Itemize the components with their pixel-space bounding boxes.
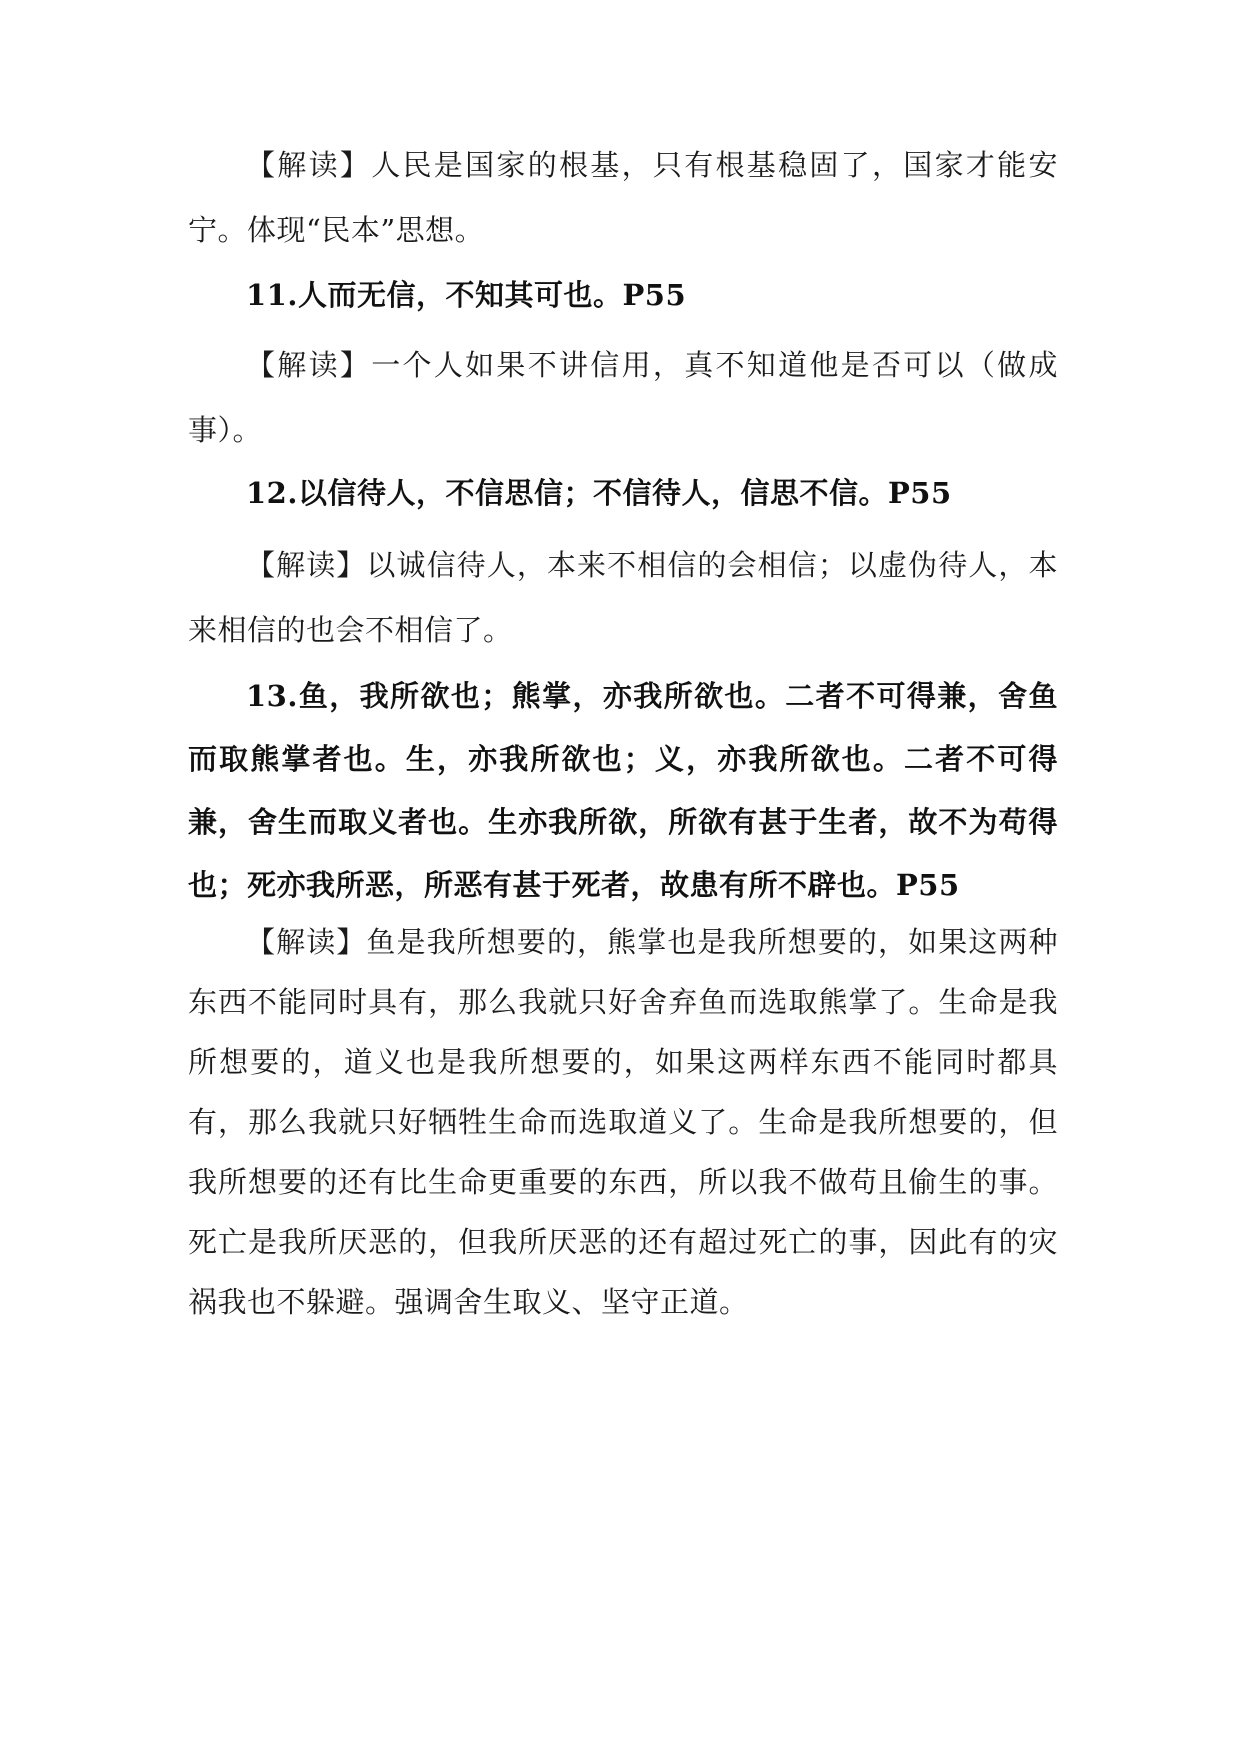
- interpretation-label: 【解读】: [246, 925, 367, 959]
- interpretation-text: 一个人如果不讲信用，真不知道他是否可以（做成事）。: [188, 348, 1058, 447]
- interpretation-paragraph-3: [188, 533, 1058, 663]
- interpretation-paragraph-4: [188, 912, 1058, 1332]
- interpretation-label: 【解读】: [246, 348, 372, 382]
- interpretation-paragraph-2: [188, 333, 1058, 463]
- interpretation-text: 鱼是我所想要的，熊掌也是我所想要的，如果这两种东西不能同时具有，那么我就只好舍弃鱼而选取熊掌了。生命是我所想要的，道义也是我所想要的，如果这两样东西不能同时都具有，那么我就只好牺牲生命而选取道义了。生命是我所想要的，但我所想要的还有比生命更重要的东西，所以我不做苟且偷生的事。死亡是我所厌恶的，但我所厌恶的还有超过死亡的事，因此有的灾祸我也不躲避。强调舍生取义、坚守正道。: [188, 925, 1058, 1319]
- interpretation-label: 【解读】: [246, 148, 372, 182]
- quote-paragraph-11: 11.人而无信，不知其可也。P55: [246, 278, 687, 312]
- interpretation-paragraph-1: [188, 133, 1058, 263]
- interpretation-text: 人民是国家的根基，只有根基稳固了，国家才能安宁。体现“民本”思想。: [188, 148, 1058, 247]
- quote-paragraph-13: 13.鱼，我所欲也；熊掌，亦我所欲也。二者不可得兼，舍鱼而取熊掌者也。生，亦我所欲也；义，亦我所欲也。二者不可得兼，舍生而取义者也。生亦我所欲，所欲有甚于生者，故不为苟得也；死亦我所恶，所恶有甚于死者，故患有所不辟也。P55: [188, 679, 1058, 902]
- interpretation-text: 以诚信待人，本来不相信的会相信；以虚伪待人，本来相信的也会不相信了。: [188, 548, 1058, 647]
- quote-paragraph-12: 12.以信待人，不信思信；不信待人，信思不信。P55: [246, 476, 952, 510]
- interpretation-label: 【解读】: [246, 548, 367, 582]
